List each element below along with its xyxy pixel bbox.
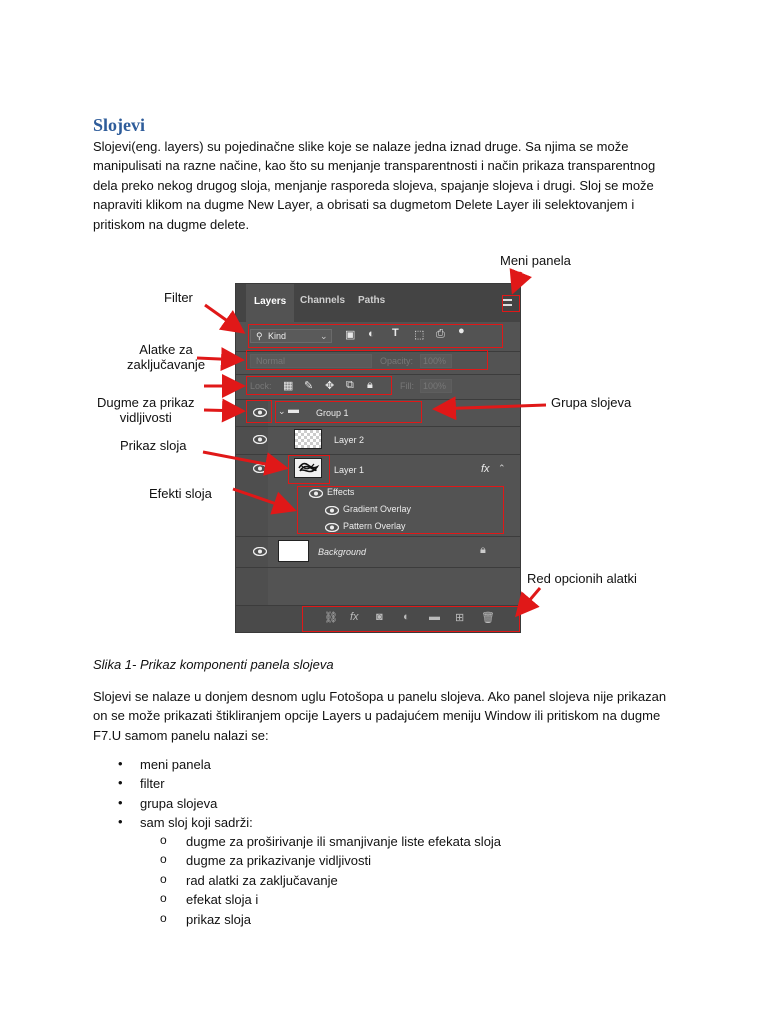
highlight-bottom [302, 606, 520, 632]
highlight-blend [246, 350, 488, 370]
layer-thumbnail [278, 540, 309, 562]
pixel-filter-icon[interactable]: ▣ [345, 329, 356, 341]
blend-mode-value: Normal [256, 356, 286, 366]
lock-label: Lock: [250, 381, 272, 391]
type-filter-icon[interactable]: T [392, 327, 399, 339]
add-mask-icon[interactable]: ◙ [376, 611, 383, 623]
para-line: pritiskom na dugme delete. [93, 216, 250, 232]
filter-toggle-icon[interactable]: ● [458, 325, 465, 337]
opacity-label: Opacity: [380, 356, 414, 366]
effect-pattern-overlay[interactable]: Pattern Overlay [343, 521, 406, 531]
panel-tab-bar [236, 284, 520, 322]
list-item: • grupa slojeva [118, 796, 253, 815]
lock-image-icon[interactable]: ✎ [304, 380, 314, 392]
link-layers-icon[interactable]: ⛓ [324, 612, 338, 624]
annotation-layer-group: Grupa slojeva [551, 395, 632, 410]
visibility-eye-icon[interactable] [253, 547, 267, 556]
search-icon: ⚲ [256, 331, 263, 341]
list-item: o prikaz sloja [160, 912, 501, 931]
expand-chevron-icon[interactable]: ⌄ [278, 406, 286, 416]
opacity-value: 100% [423, 356, 447, 366]
list-item: • filter [118, 776, 253, 795]
layer-name-group[interactable]: Group 1 [316, 408, 349, 418]
list-item: o dugme za proširivanje ili smanjivanje liste efekata sloja [160, 834, 501, 853]
lock-all-icon[interactable]: 🔒︎ [367, 379, 373, 391]
annotation-lock-tools [127, 342, 205, 372]
annotation-line: zaključavanje [127, 357, 206, 372]
highlight-menu [502, 295, 520, 312]
shape-filter-icon[interactable]: ⬚ [414, 329, 425, 341]
tab-paths[interactable]: Paths [358, 295, 386, 306]
annotation-layer-effects: Efekti sloja [149, 486, 212, 501]
folder-icon: ▬ [288, 404, 299, 416]
intro-paragraph [93, 137, 678, 234]
layer-name-layer2[interactable]: Layer 2 [334, 435, 365, 445]
chevron-down-icon: ⌄ [320, 331, 328, 341]
annotation-layer-preview: Prikaz sloja [120, 438, 187, 453]
highlight-group [275, 401, 422, 423]
fill-value: 100% [423, 381, 447, 391]
list-item: • sam sloj koji sadrži: [118, 815, 253, 834]
layer-thumbnail [294, 429, 322, 449]
section-heading: Slojevi [93, 115, 145, 135]
bullet-list [118, 757, 253, 835]
figure-caption: Slika 1- Prikaz komponenti panela slojeva [93, 657, 334, 672]
fill-label: Fill: [400, 381, 414, 391]
list-item: o efekat sloja i [160, 892, 501, 911]
list-item: o dugme za prikazivanje vidljivosti [160, 853, 501, 872]
delete-layer-icon[interactable]: 🗑︎ [481, 612, 495, 624]
para-line: dela preko nekog drugog sloja, menjanje rasporeda slojeva, spajanje slojeva i drugi. Sloj se može [93, 177, 654, 193]
effect-gradient-overlay[interactable]: Gradient Overlay [343, 504, 412, 514]
smart-object-filter-icon[interactable]: ⎙ [436, 328, 445, 340]
highlight-eye [246, 400, 272, 423]
annotation-line: Alatke za [139, 342, 193, 357]
para-line: F7.U samom panelu nalazi se: [93, 727, 269, 743]
filter-kind-value: Kind [268, 331, 287, 341]
para-line: manipulisati na razne načine, kao što su menjanje transparentnosti i način prikaza transparentnog [93, 158, 656, 174]
highlight-filter [248, 324, 503, 348]
lock-icon: 🔒︎ [480, 544, 486, 556]
highlight-thumbnail [288, 455, 330, 484]
para-line: Slojevi(eng. layers) su pojedinačne slike koje se nalaze jedna iznad druge. Sa njima se može [93, 139, 629, 154]
annotation-line: vidljivosti [119, 410, 172, 425]
tab-channels[interactable]: Channels [300, 295, 346, 306]
annotation-panel-menu: Meni panela [500, 253, 571, 268]
lock-position-icon[interactable]: ✥ [325, 380, 335, 392]
list-item: o rad alatki za zaključavanje [160, 873, 501, 892]
chevron-up-icon[interactable]: ⌃ [498, 463, 506, 473]
annotation-filter: Filter [164, 290, 193, 305]
highlight-effects [297, 486, 504, 534]
layer-name-layer1[interactable]: Layer 1 [334, 465, 365, 475]
new-group-icon[interactable]: ▬ [429, 611, 440, 623]
lock-artboard-icon[interactable]: ⧉ [346, 379, 354, 391]
visibility-eye-icon[interactable] [253, 464, 267, 473]
para-line: Slojevi se nalaze u donjem desnom uglu Fotošopa u panelu slojeva. Ako panel slojeva nije prikazan [93, 689, 667, 704]
effects-label: Effects [327, 487, 355, 497]
annotation-visibility [97, 395, 195, 425]
new-adjustment-icon[interactable]: ◐ [403, 611, 410, 623]
fx-icon[interactable]: fx [481, 463, 490, 475]
layer-name-background[interactable]: Background [318, 547, 367, 557]
new-layer-icon[interactable]: ⊞ [455, 612, 465, 624]
body-paragraph [93, 687, 678, 745]
lock-transparent-icon[interactable]: ▦ [283, 380, 294, 392]
adjustment-filter-icon[interactable]: ◐ [368, 328, 375, 340]
annotation-optional-tools: Red opcionih alatki [527, 571, 637, 586]
annotation-line: Dugme za prikaz [97, 395, 195, 410]
para-line: napraviti klikom na dugme New Layer, a obrisati sa dugmetom Delete Layer ili selektovanjem i [93, 197, 635, 213]
sub-bullet-list [160, 834, 501, 931]
add-style-icon[interactable]: fx [350, 611, 359, 623]
list-item: • meni panela [118, 757, 253, 776]
tab-layers[interactable]: Layers [246, 284, 294, 322]
visibility-eye-icon[interactable] [253, 435, 267, 444]
para-line: on se može prikazati štikliranjem opcije Layers u padajućem meniju Window ili pritiskom na dugme [93, 708, 661, 724]
highlight-lock [246, 376, 392, 395]
